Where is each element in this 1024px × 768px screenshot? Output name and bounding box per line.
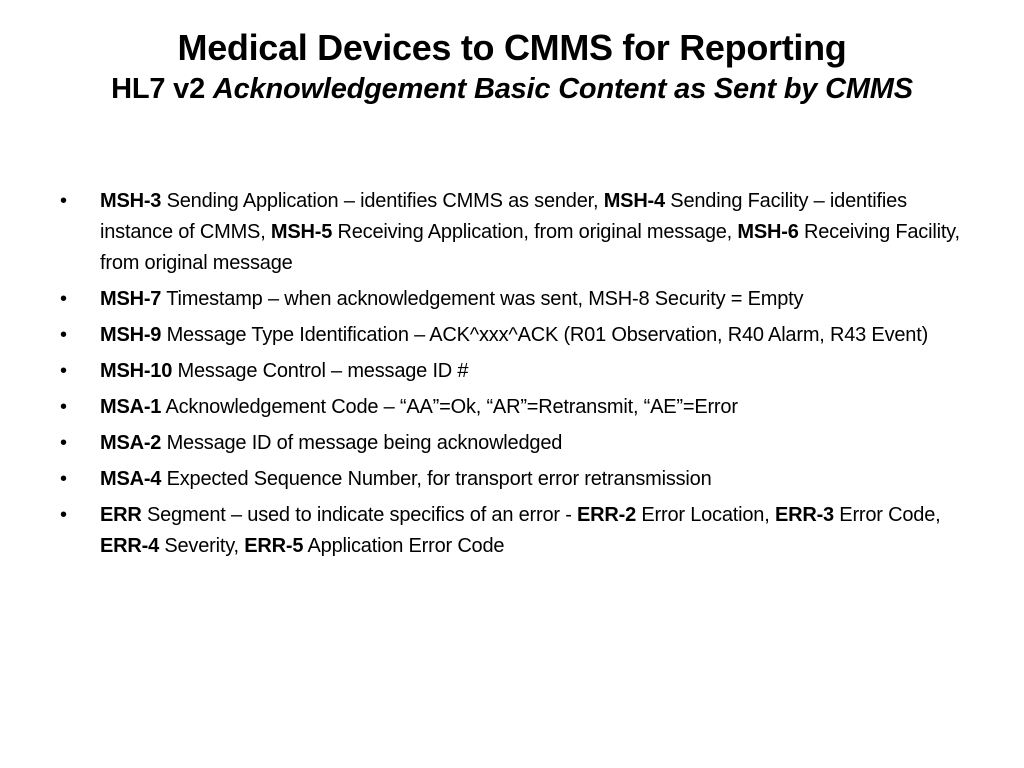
field-code: ERR-3 <box>774 504 834 526</box>
field-code: ERR-4 <box>100 535 160 557</box>
bullet-dot: • <box>60 324 67 346</box>
field-description: Sending Application – identifies CMMS as sender, <box>161 190 604 212</box>
field-description: Error Code, <box>833 504 941 526</box>
field-code: ERR-5 <box>244 535 304 557</box>
title-italic: Acknowledgement Basic Content as Sent by CMMS <box>212 73 913 105</box>
bullet-dot: • <box>60 396 67 418</box>
field-description: Sending Facility – identifies instance of CMMS, <box>100 190 907 243</box>
field-code: MSH-7 <box>100 288 162 310</box>
bullet-list <box>60 186 965 567</box>
bullet-item-msh-3 <box>60 186 965 279</box>
field-description: Severity, <box>159 535 245 557</box>
bullet-item-msa-4 <box>60 464 965 495</box>
bullet-item-err <box>60 500 965 562</box>
title-line-2 <box>40 70 984 108</box>
field-description: Message ID of message being acknowledged <box>161 432 563 454</box>
field-code: MSH-4 <box>603 190 665 212</box>
field-code: MSA-4 <box>100 468 162 490</box>
field-description: Receiving Application, from original message, <box>332 221 738 243</box>
field-description: Application Error Code <box>303 535 505 557</box>
title-prefix: HL7 v2 <box>111 73 206 105</box>
bullet-dot: • <box>60 360 67 382</box>
field-description: Expected Sequence Number, for transport error retransmission <box>161 468 712 490</box>
bullet-item-msa-2 <box>60 428 965 459</box>
field-code: MSH-6 <box>737 221 799 243</box>
field-code: MSA-2 <box>100 432 162 454</box>
field-code: MSH-9 <box>100 324 162 346</box>
field-code: MSH-10 <box>100 360 173 382</box>
field-code: MSH-5 <box>270 221 333 243</box>
bullet-dot: • <box>60 190 67 212</box>
bullet-dot: • <box>60 432 67 454</box>
field-code: MSH-3 <box>100 190 162 212</box>
field-description: Error Location, <box>636 504 775 526</box>
bullet-item-msh-7 <box>60 284 965 315</box>
field-code: MSA-1 <box>100 396 162 418</box>
field-description: Message Control – message ID # <box>172 360 469 382</box>
slide-title <box>40 26 984 108</box>
bullet-dot: • <box>60 288 67 310</box>
bullet-dot: • <box>60 504 67 526</box>
bullet-dot: • <box>60 468 67 490</box>
field-description: Timestamp – when acknowledgement was sent, MSH-8 Security = Empty <box>161 288 804 310</box>
bullet-item-msa-1 <box>60 392 965 423</box>
bullet-item-msh-9 <box>60 320 965 351</box>
field-description: Message Type Identification – ACK^xxx^ACK (R01 Observation, R40 Alarm, R43 Event) <box>161 324 929 346</box>
field-description: Acknowledgement Code – “AA”=Ok, “AR”=Retransmit, “AE”=Error <box>161 396 738 418</box>
field-code: ERR <box>100 504 142 526</box>
field-description: Receiving Facility, from original message <box>100 221 960 274</box>
field-code: ERR-2 <box>577 504 637 526</box>
field-description: Segment – used to indicate specifics of an error - <box>141 504 578 526</box>
title-line-1: Medical Devices to CMMS for Reporting <box>177 27 847 68</box>
bullet-item-msh-10 <box>60 356 965 387</box>
